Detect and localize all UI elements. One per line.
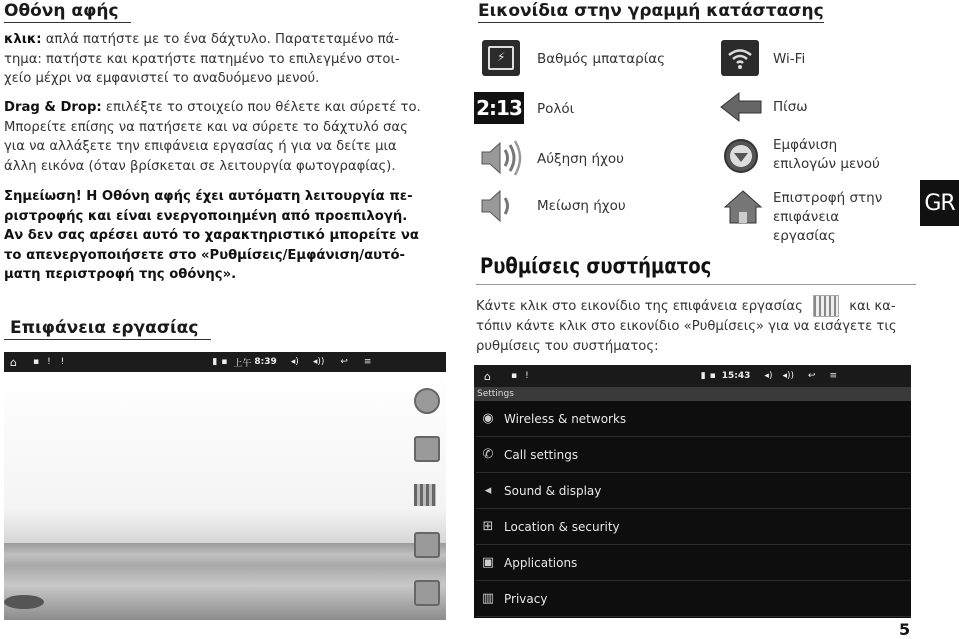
note-line-4: το απενεργοποιήσετε στο «Ρυθμίσεις/Εμφάνιση/αυτό-	[4, 247, 405, 263]
notification-icon: ▪	[510, 371, 518, 381]
speaker-icon: ◂	[484, 483, 492, 498]
wifi-icon: ◉	[482, 411, 494, 426]
settings-item-applications[interactable]	[476, 545, 911, 581]
settings-screenshot	[474, 365, 911, 618]
click-paragraph	[4, 30, 449, 89]
wifi-icon	[721, 40, 759, 76]
alert-icon-2: !	[60, 357, 65, 367]
menu-label	[773, 136, 880, 174]
home-label-line-3: εργασίας	[773, 228, 836, 244]
volume-down-speaker-icon	[478, 186, 524, 226]
volume-up-icon: ◂))	[312, 357, 325, 367]
apps-icon	[813, 295, 839, 317]
phone-icon: ✆	[482, 447, 494, 462]
home-icon: ⌂	[10, 355, 17, 369]
note-line-1: Σημείωση! Η Οθόνη αφής έχει αυτόματη λειτουργία πε-	[4, 189, 413, 204]
back-arrow-icon	[719, 90, 763, 124]
divider	[476, 284, 916, 285]
back-icon: ↩	[340, 357, 348, 367]
battery-icon: ▪	[709, 371, 716, 381]
click-text-3: χείο μέχρι να εμφανιστεί το αναδυόμενο μενού.	[4, 71, 320, 86]
desktop-status-bar	[4, 352, 446, 372]
back-label: Πίσω	[773, 99, 808, 115]
settings-header: Settings	[474, 387, 911, 401]
settings-item-label: Privacy	[504, 591, 548, 606]
note-line-3: Αν δεν σας αρέσει αυτό το χαρακτηριστικό μπορείτε να	[4, 228, 419, 243]
menu-label-line-1: Εμφάνιση	[773, 137, 838, 153]
home-label-line-1: Επιστροφή στην	[773, 190, 883, 206]
settings-item-wireless[interactable]	[476, 401, 911, 437]
settings-item-sound[interactable]	[476, 473, 911, 509]
volume-down-label: Μείωση ήχου	[537, 198, 626, 214]
clock-label: Ρολόι	[537, 101, 575, 117]
note-line-2: ριστροφής και είναι ενεργοποιημένη από προεπιλογή.	[4, 208, 408, 224]
drag-label: Drag & Drop:	[4, 100, 102, 115]
signal-icon: ▮	[212, 357, 218, 367]
note-line-5: ματη περιστροφή της οθόνης».	[4, 267, 237, 282]
rock	[4, 595, 44, 609]
wifi-label: Wi-Fi	[773, 51, 806, 67]
note-paragraph	[4, 187, 449, 285]
touch-screen-title: Οθόνη αφής	[4, 1, 131, 23]
music-icon[interactable]	[414, 532, 440, 558]
drag-text-4: άλλη εικόνα (όταν βρίσκεται σε λειτουργία φωτογραφίας).	[4, 158, 396, 174]
click-text: απλά πατήστε με το ένα δάχτυλο. Παρατεταμένο πά-	[41, 32, 399, 47]
desktop-screenshot	[4, 352, 446, 620]
menu-label-line-2: επιλογών μενού	[773, 156, 880, 172]
desktop-wallpaper	[4, 372, 446, 620]
desktop-title: Επιφάνεια εργασίας	[4, 318, 211, 340]
menu-icon: ≡	[829, 371, 838, 381]
apps-icon: ▣	[481, 555, 495, 570]
battery-level-icon: ⚡	[482, 40, 520, 76]
volume-down-icon: ◂)	[290, 357, 299, 367]
battery-label: Βαθμός μπαταρίας	[537, 51, 666, 67]
apps-grid-icon[interactable]	[414, 484, 436, 506]
volume-up-icon: ◂))	[782, 371, 794, 381]
home-screen-icon	[721, 188, 765, 226]
sys-text-3: ρυθμίσεις του συστήματος:	[476, 338, 659, 354]
settings-item-label: Call settings	[504, 447, 579, 462]
settings-status-bar	[474, 365, 911, 387]
map-icon[interactable]	[414, 436, 440, 462]
page-number: 5	[899, 620, 911, 639]
browser-icon[interactable]	[414, 388, 440, 414]
battery-icon: ▪	[221, 357, 228, 367]
back-icon: ↩	[808, 371, 816, 381]
desktop-status-text: 上午	[233, 358, 252, 369]
settings-item-label: Wireless & networks	[504, 411, 627, 426]
menu-icon: ≡	[363, 357, 372, 367]
settings-item-label: Location & security	[504, 519, 620, 534]
clock-icon: 2:13	[474, 92, 524, 124]
click-text-2: τημα: πατήστε και κρατήστε πατημένο το επιλεγμένο στοι-	[4, 51, 400, 67]
menu-options-icon	[721, 136, 765, 176]
alert-icon: !	[525, 371, 529, 381]
drag-text: επιλέξτε το στοιχείο που θέλετε και σύρετέ το.	[101, 100, 421, 115]
market-icon[interactable]	[414, 580, 440, 606]
status-icons-title: Εικονίδια στην γραμμή κατάστασης	[478, 1, 824, 21]
alert-icon: !	[47, 357, 51, 367]
settings-item-label: Sound & display	[504, 483, 602, 498]
grid-icon: ⊞	[482, 519, 494, 534]
settings-item-location[interactable]	[476, 509, 911, 545]
desktop-clock: 8:39	[254, 357, 277, 367]
volume-down-icon: ◂)	[764, 371, 773, 381]
sys-text-1b: και κα-	[849, 299, 896, 314]
notification-icon: ▪	[32, 357, 40, 367]
language-tab: GR	[920, 180, 959, 226]
sys-text-1a: Κάντε κλικ στο εικονίδιο της επιφάνεια εργασίας	[476, 299, 803, 314]
signal-icon: ▮	[700, 371, 706, 381]
settings-item-privacy[interactable]	[476, 581, 911, 617]
click-label: κλικ:	[4, 32, 42, 47]
settings-clock: 15:43	[721, 371, 751, 381]
volume-up-label: Αύξηση ήχου	[537, 151, 624, 167]
volume-up-speaker-icon	[478, 138, 524, 178]
system-settings-title: Ρυθμίσεις συστήματος	[480, 254, 712, 278]
settings-item-call[interactable]	[476, 437, 911, 473]
system-settings-paragraph	[476, 295, 946, 356]
home-icon: ⌂	[484, 369, 491, 383]
settings-item-label: Applications	[504, 555, 578, 570]
drag-text-2: Μπορείτε επίσης να πατήσετε και να σύρετε το δάχτυλό σας	[4, 119, 408, 135]
drag-text-3: για να αλλάξετε την επιφάνεια εργασίας ή για να δείτε μια	[4, 139, 397, 154]
home-label-line-2: επιφάνεια	[773, 209, 840, 225]
sys-text-2: τόπιν κάντε κλικ στο εικονίδιο «Ρυθμίσεις» για να εισάγετε τις	[476, 319, 897, 334]
home-label	[773, 189, 882, 246]
drag-paragraph	[4, 98, 449, 176]
horizon-mountains	[4, 543, 446, 555]
privacy-icon: ▥	[481, 591, 495, 606]
